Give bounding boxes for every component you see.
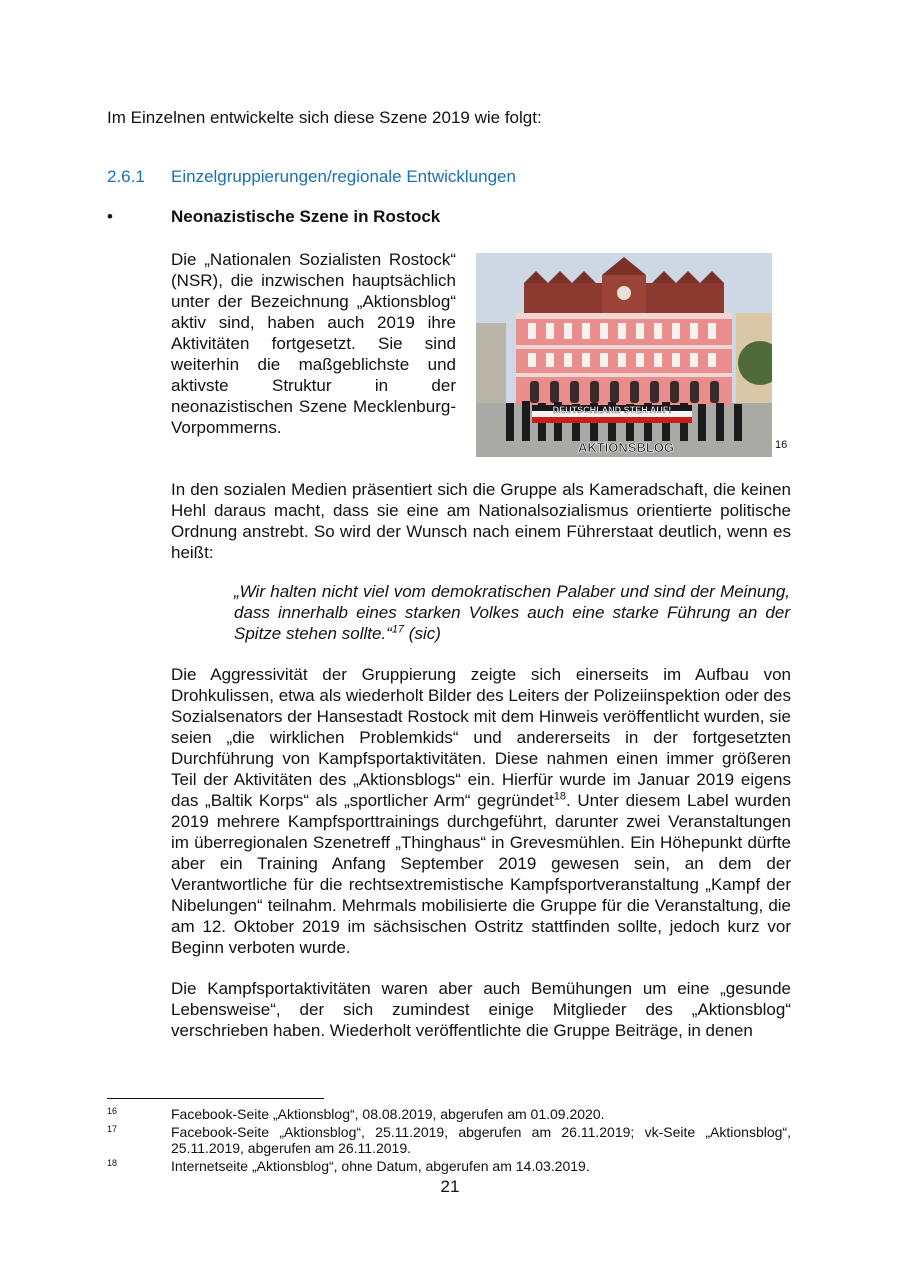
footnote-divider [107, 1098, 324, 1099]
bullet-title: Neonazistische Szene in Rostock [171, 207, 441, 226]
paragraph-aggression-part1: Die Aggressivität der Gruppierung zeigte sich einerseits im Aufbau von Drohkulissen, etwa als wiederholt Bilder des Leiters der Polizeiinspektion oder des Sozialsenators der Hansestadt Rostock mit dem Hinweis veröffentlicht wurden, sie seien „die wirklichen Problemkids“ und andererseits in der fortgesetzten Durchführung von Kampfsportaktivitäten. Diese nahmen einen immer größeren Teil der Aktivitäten des „Aktionsblogs“ ein. Hierfür wurde im Januar 2019 eigens das „Baltik Korps“ als „sportlicher Arm“ gegründet [171, 665, 791, 810]
paragraph-lifestyle: Die Kampfsportaktivitäten waren aber auch Bemühungen um eine „gesunde Lebensweise“, der sich zumindest einige Mitglieder des „Aktionsblog“ verschrieben haben. Wiederholt veröffentlichte die Gruppe Beiträge, in denen [171, 979, 791, 1040]
section-title: Einzelgruppierungen/regionale Entwicklungen [171, 167, 516, 186]
bullet-symbol: • [107, 207, 113, 226]
watermark-text: AKTIONSBLOG [577, 440, 675, 455]
paragraph-social-media: In den sozialen Medien präsentiert sich die Gruppe als Kameradschaft, die keinen Hehl daraus macht, dass sie eine am Nationalsozialismus orientierte politische Ordnung anstrebt. So wird der Wunsch nach einem Führerstaat deutlich, wenn es heißt: [171, 480, 791, 562]
quote-text: „Wir halten nicht viel vom demokratischen Palaber und sind der Meinung, dass innerhalb eines starken Volkes auch eine starke Führung an der Spitze stehen sollte.“ [234, 582, 790, 643]
paragraph-aggression-footnote-ref: 18 [553, 790, 567, 803]
page-number: 21 [440, 1177, 460, 1196]
paragraph-nsr: Die „Nationalen Sozialisten Rostock“ (NSR), die inzwischen hauptsächlich unter der Bezeichnung „Aktionsblog“ aktiv sind, haben auch 2019 ihre Aktivitäten fortgesetzt. Sie sind weiterhin die maßgeblichste und aktivste Struktur in der neonazistischen Szene Mecklenburg-Vorpommerns. [171, 250, 456, 437]
footnote-number: 16 [107, 1106, 118, 1116]
footnote [107, 1158, 791, 1174]
paragraph-aggression [171, 664, 791, 958]
quote-suffix: (sic) [404, 624, 441, 643]
footnote-text: Facebook-Seite „Aktionsblog“, 25.11.2019, abgerufen am 26.11.2019; vk-Seite „Aktionsblog“, 25.11.2019, abgerufen am 26.11.2019. [171, 1124, 791, 1156]
section-heading [107, 167, 516, 187]
town-hall-photo [476, 253, 772, 457]
paragraph-aggression-part2: . Unter diesem Label wurden 2019 mehrere Kampfsporttrainings durchgeführt, darunter zwei Veranstaltungen im überregionalen Szenetreff „Thinghaus“ in Grevesmühlen. Ein Höhepunkt dürfte aber ein Training Anfang September 2019 gewesen sein, an dem der Verantwortliche für die rechtsextremistische Kampfsportveranstaltung „Kampf der Nibelungen“ teilnahm. Mehrmals mobilisierte die Gruppe für die Veranstaltung, die am 12. Oktober 2019 im sächsischen Ostritz stattfinden sollte, jedoch kurz vor Beginn verboten wurde. [171, 791, 792, 957]
footnote-text: Facebook-Seite „Aktionsblog“, 08.08.2019, abgerufen am 01.09.2020. [171, 1106, 605, 1122]
section-number: 2.6.1 [107, 167, 145, 186]
footnote-text: Internetseite „Aktionsblog“, ohne Datum, abgerufen am 14.03.2019. [171, 1158, 590, 1174]
town-hall-illustration [476, 253, 772, 457]
footnote [107, 1106, 791, 1122]
footnote-number: 18 [107, 1158, 118, 1168]
figure-footnote-ref: 16 [775, 439, 788, 451]
quote-block [234, 581, 790, 644]
bullet-heading [107, 207, 440, 227]
footnote-number: 17 [107, 1124, 118, 1134]
intro-line: Im Einzelnen entwickelte sich diese Szene 2019 wie folgt: [107, 108, 542, 127]
footnote [107, 1124, 791, 1156]
quote-footnote-ref: 17 [391, 623, 405, 636]
banner-text: DEUTSCHLAND STEH AUF! [552, 405, 672, 415]
